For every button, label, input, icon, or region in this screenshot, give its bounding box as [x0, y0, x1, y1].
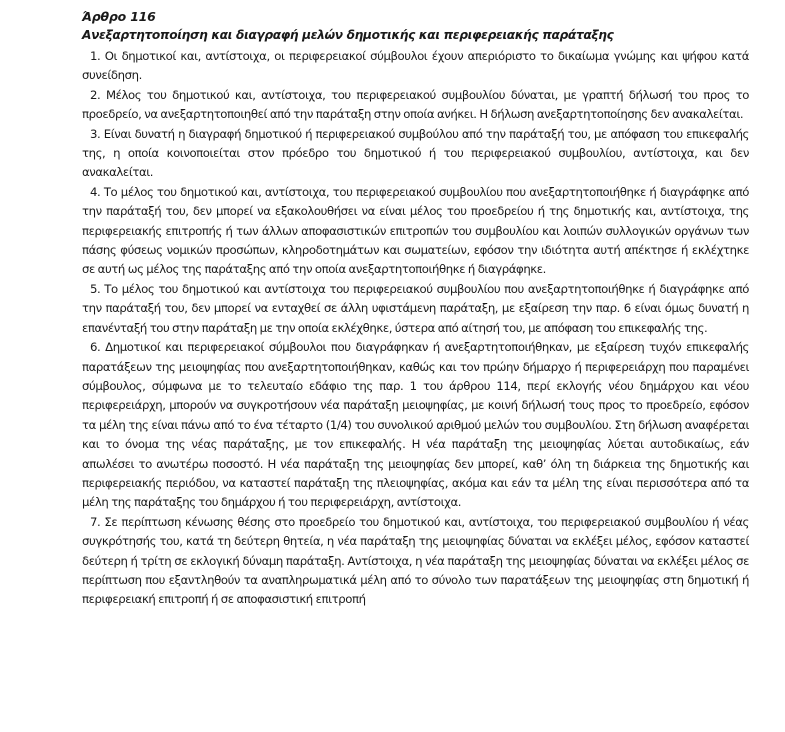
- article-document: [82, 7, 749, 610]
- article-title: Ανεξαρτητοποίηση και διαγραφή μελών δημοτικής και περιφερειακής παράταξης: [82, 28, 614, 42]
- paragraph-4: 4. Το μέλος του δημοτικού και, αντίστοιχα, του περιφερειακού συμβουλίου που ανεξαρτητοποιήθηκε ή διαγράφηκε από την παράταξή του, δεν μπορεί να εξακολουθήσει να είναι μέλος του προεδρείου ή της δημοτικής και, αντίστοιχα, της περιφερειακής επιτροπής ή των άλλων αποφασιστικών επιτροπών του συμβουλίου και λοιπών συλλογικών οργάνων των πάσης φύσεως νομικών προσώπων, κληροδοτημάτων και σωματείων, εφόσον την ιδιότητα αυτή απέκτησε ή εκλέχτηκε σε αυτή ως μέλος της παράταξης από την οποία ανεξαρτητοποιήθηκε ή διαγράφηκε.: [82, 184, 749, 277]
- paragraph-3: 3. Είναι δυνατή η διαγραφή δημοτικού ή περιφερειακού συμβούλου από την παράταξή του, με απόφαση του επικεφαλής της, η οποία κοινοποιείται στον πρόεδρο του δημοτικού ή του περιφερειακού συμβουλίου, αντίστοιχα, και δεν ανακαλείται.: [82, 126, 749, 180]
- paragraph-5: 5. Το μέλος του δημοτικού και αντίστοιχα του περιφερειακού συμβουλίου που ανεξαρτητοποιήθηκε ή διαγράφηκε από την παράταξή του, δεν μπορεί να ενταχθεί σε άλλη υφιστάμενη παράταξη, με εξαίρεση την παρ. 6 είναι όμως δυνατή η επανένταξή του στην παράταξη με την οποία εκλέχθηκε, ύστερα από αίτησή του, με απόφαση του επικεφαλής της.: [82, 281, 749, 335]
- paragraph-1: 1. Οι δημοτικοί και, αντίστοιχα, οι περιφερειακοί σύμβουλοι έχουν απεριόριστο το δικαίωμα γνώμης και ψήφου κατά συνείδηση.: [82, 49, 749, 83]
- article-number: Άρθρο 116: [82, 9, 156, 24]
- paragraph-7: 7. Σε περίπτωση κένωσης θέσης στο προεδρείο του δημοτικού και, αντίστοιχα, του περιφερειακού συμβουλίου ή νέας συγκρότησής του, κατά τη δεύτερη θητεία, η νέα παράταξη της μειοψηφίας δύναται να εκλέξει μέλος, εφόσον καταστεί δεύτερη ή τρίτη σε εκλογική δύναμη παράταξη. Αντίστοιχα, η νέα παράταξη της μειοψηφίας δύναται να εκλέξει μέλος σε περίπτωση που εξαντληθούν τα αναπληρωματικά μέλη από το σύνολο των παρατάξεων της μειοψηφίας στη δημοτική ή περιφερειακή επιτροπή ή σε αποφασιστική επιτροπή: [82, 514, 749, 607]
- paragraph-2: 2. Μέλος του δημοτικού και, αντίστοιχα, του περιφερειακού συμβουλίου δύναται, με γραπτή δήλωσή του προς το προεδρείο, να ανεξαρτητοποιηθεί από την παράταξη στην οποία ανήκει. Η δήλωση ανεξαρτητοποίησης δεν ανακαλείται.: [82, 87, 749, 122]
- paragraph-6: 6. Δημοτικοί και περιφερειακοί σύμβουλοι που διαγράφηκαν ή ανεξαρτητοποιήθηκαν, με εξαίρεση τυχόν επικεφαλής παρατάξεων της μειοψηφίας που ανεξαρτητοποιήθηκαν, καθώς και τον πρώην δήμαρχο ή περιφερειάρχη που παραμένει σύμβουλος, σύμφωνα με το τελευταίο εδάφιο της παρ. 1 του άρθρου 114, περί εκλογής νέου δημάρχου και νέου περιφερειάρχη, μπορούν να συγκροτήσουν νέα παράταξη μειοψηφίας, με κοινή δήλωσή τους προς το προεδρείο, εφόσον τα μέλη της είναι πάνω από το ένα τέταρτο (1/4) του συνολικού αριθμού μελών του συμβουλίου. Στη δήλωση αναφέρεται και το όνομα της νέας παράταξης, με τον επικεφαλής. Η νέα παράταξη της μειοψηφίας λύεται αυτοδικαίως, εάν απωλέσει το ανωτέρω ποσοστό. Η νέα παράταξη της μειοψηφίας δεν μπορεί, καθ’ όλη τη διάρκεια της δημοτικής και περιφερειακής περιόδου, να καταστεί παράταξη της πλειοψηφίας, ακόμα και εάν τα μέλη της είναι περισσότερα από τα μέλη της παράταξης του δημάρχου ή του περιφερειάρχη, αντίστοιχα.: [82, 340, 749, 510]
